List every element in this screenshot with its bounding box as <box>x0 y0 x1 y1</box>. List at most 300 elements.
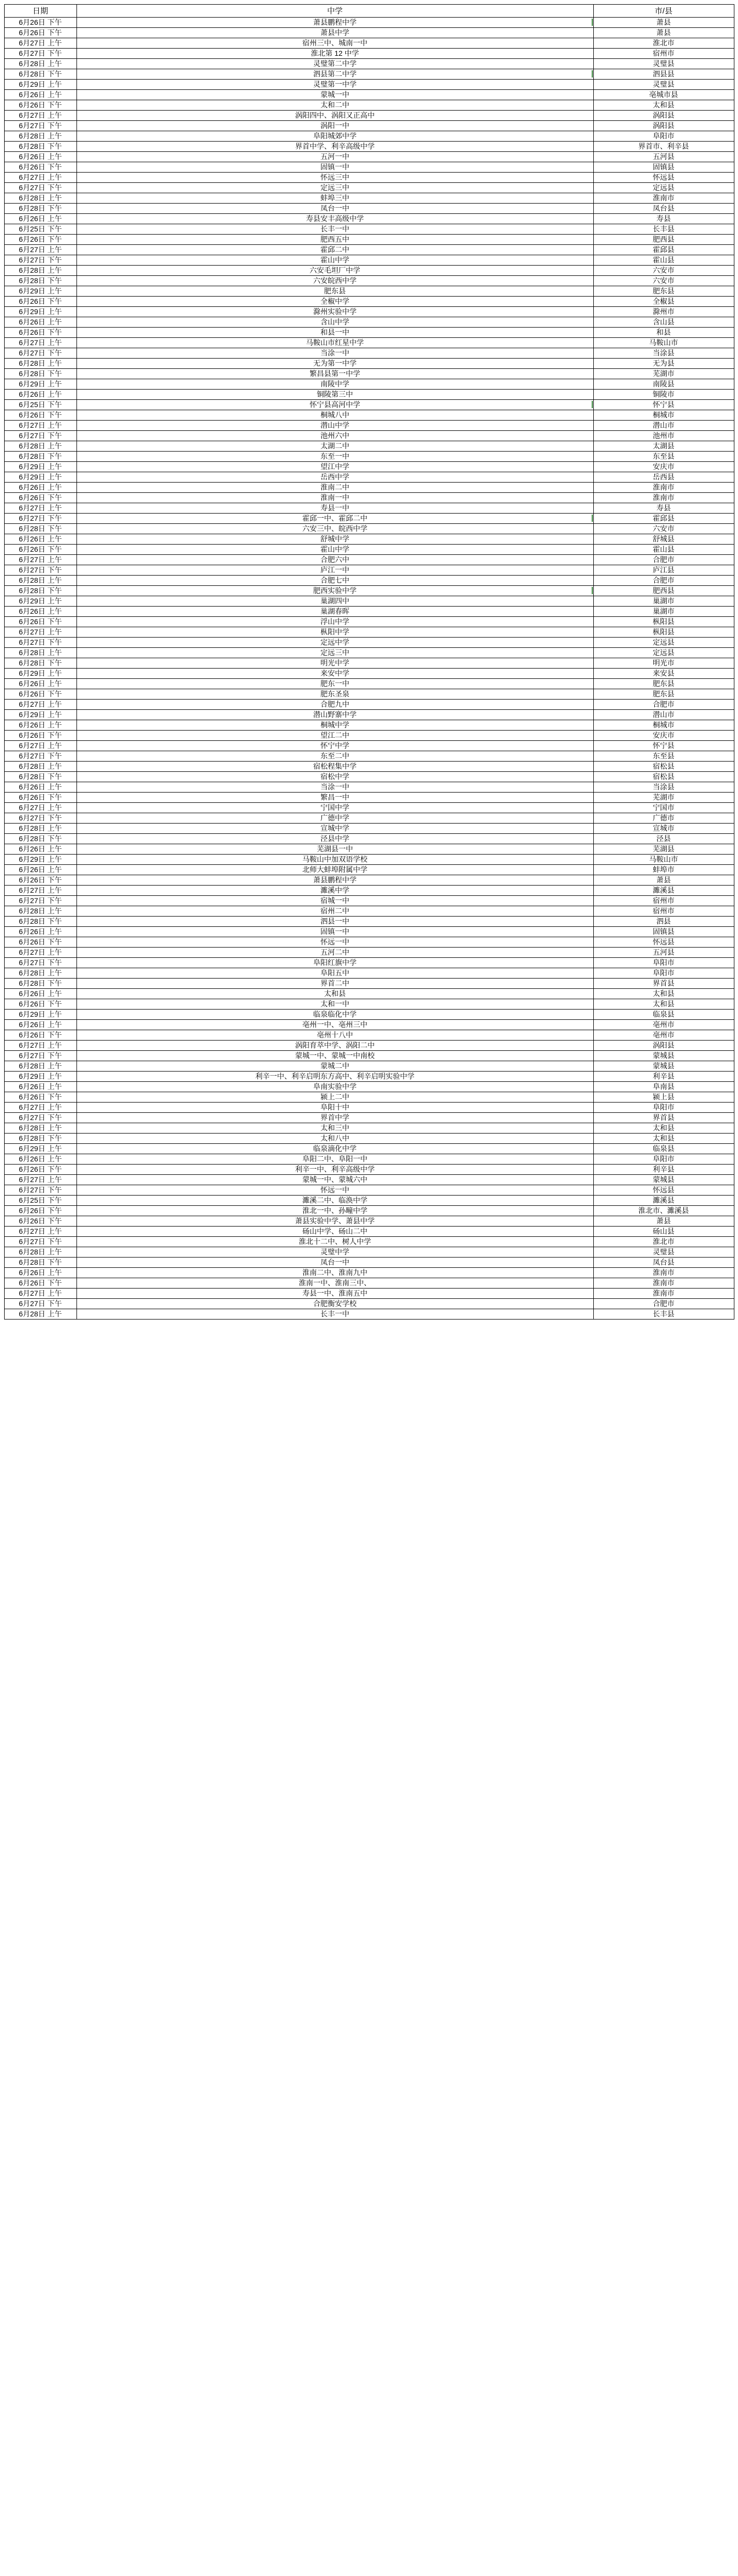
cell-school: 阜阳十中 <box>76 1103 593 1113</box>
cell-region: 太和县 <box>593 999 734 1010</box>
table-row <box>4 317 734 328</box>
cell-region: 南陵县 <box>593 379 734 390</box>
table-row <box>4 1010 734 1020</box>
cell-date: 6月28日 上午 <box>4 824 76 834</box>
cell-region: 六安市 <box>593 524 734 534</box>
cell-school: 定远三中 <box>76 183 593 193</box>
table-row <box>4 18 734 28</box>
cell-school: 和县一中 <box>76 328 593 338</box>
cell-region: 宿州市 <box>593 896 734 906</box>
cell-school: 肥东县 <box>76 286 593 297</box>
cell-school: 明光中学 <box>76 658 593 669</box>
cell-school: 阜阳红旗中学 <box>76 958 593 968</box>
table-row <box>4 1154 734 1165</box>
cell-school: 萧县鹏程中学 <box>76 875 593 886</box>
cell-school: 望江中学 <box>76 462 593 472</box>
cell-date: 6月28日 下午 <box>4 834 76 844</box>
cell-date: 6月26日 上午 <box>4 865 76 875</box>
table-row <box>4 1289 734 1299</box>
table-row <box>4 1144 734 1154</box>
table-row <box>4 875 734 886</box>
table-row <box>4 834 734 844</box>
cell-school: 五河一中 <box>76 152 593 162</box>
cell-region: 桐城市 <box>593 410 734 421</box>
cell-region: 灵璧县 <box>593 59 734 69</box>
cell-school: 芜湖县一中 <box>76 844 593 855</box>
cell-region: 全椒县 <box>593 297 734 307</box>
cell-date: 6月27日 上午 <box>4 886 76 896</box>
cell-date: 6月28日 上午 <box>4 59 76 69</box>
cell-date: 6月29日 上午 <box>4 669 76 679</box>
table-row <box>4 948 734 958</box>
table-row <box>4 679 734 689</box>
cell-school: 泗县第二中学 <box>76 69 593 80</box>
table-row <box>4 431 734 441</box>
cell-school: 岳西中学 <box>76 472 593 483</box>
table-row <box>4 462 734 472</box>
cell-date: 6月26日 下午 <box>4 162 76 173</box>
table-row <box>4 1278 734 1289</box>
cell-date: 6月28日 下午 <box>4 979 76 989</box>
cell-date: 6月26日 下午 <box>4 1092 76 1103</box>
cell-school: 涡阳一中 <box>76 121 593 131</box>
table-row <box>4 937 734 948</box>
cell-school: 泗县一中 <box>76 917 593 927</box>
cell-school: 淮北一中、孙疃中学 <box>76 1206 593 1216</box>
cell-school: 怀宁县高河中学 <box>76 400 593 410</box>
cell-region: 太湖县 <box>593 441 734 452</box>
cell-region: 六安市 <box>593 266 734 276</box>
cell-school: 怀远一中 <box>76 937 593 948</box>
table-row <box>4 483 734 493</box>
cell-school: 宣城中学 <box>76 824 593 834</box>
cell-date: 6月28日 上午 <box>4 1247 76 1258</box>
cell-region: 临泉县 <box>593 1010 734 1020</box>
cell-region: 肥西县 <box>593 586 734 596</box>
cell-date: 6月26日 下午 <box>4 1216 76 1227</box>
table-row <box>4 989 734 999</box>
cell-region: 巢湖市 <box>593 607 734 617</box>
cell-date: 6月26日 上午 <box>4 214 76 224</box>
cell-date: 6月29日 上午 <box>4 1144 76 1154</box>
cell-date: 6月26日 上午 <box>4 782 76 793</box>
cell-school: 舒城中学 <box>76 534 593 545</box>
cell-school: 巢湖四中 <box>76 596 593 607</box>
cell-region: 砀山县 <box>593 1227 734 1237</box>
cell-date: 6月26日 下午 <box>4 28 76 38</box>
cell-school: 怀宁中学 <box>76 741 593 751</box>
cell-region: 蒙城县 <box>593 1061 734 1072</box>
cell-school: 宿州二中 <box>76 906 593 917</box>
cell-region: 淮北市 <box>593 38 734 49</box>
cell-school: 肥东一中 <box>76 679 593 689</box>
cell-region: 肥东县 <box>593 679 734 689</box>
cell-region: 涡阳县 <box>593 111 734 121</box>
table-row <box>4 28 734 38</box>
cell-region: 怀远县 <box>593 1185 734 1196</box>
cell-date: 6月26日 下午 <box>4 545 76 555</box>
cell-school: 潜山中学 <box>76 421 593 431</box>
cell-date: 6月28日 下午 <box>4 1134 76 1144</box>
table-row <box>4 1113 734 1123</box>
table-row <box>4 576 734 586</box>
cell-date: 6月28日 下午 <box>4 524 76 534</box>
cell-date: 6月27日 上午 <box>4 700 76 710</box>
table-row <box>4 1309 734 1320</box>
cell-school: 寿县一中、淮南五中 <box>76 1289 593 1299</box>
cell-date: 6月27日 下午 <box>4 1237 76 1247</box>
table-row <box>4 648 734 658</box>
cell-date: 6月27日 下午 <box>4 1051 76 1061</box>
cell-region: 淮南市 <box>593 483 734 493</box>
table-row <box>4 1041 734 1051</box>
cell-school: 马鞍山中加双语学校 <box>76 855 593 865</box>
cell-date: 6月26日 下午 <box>4 297 76 307</box>
cell-region: 怀远县 <box>593 173 734 183</box>
cell-region: 宁国市 <box>593 803 734 813</box>
cell-date: 6月27日 上午 <box>4 627 76 638</box>
cell-school: 太和八中 <box>76 1134 593 1144</box>
cell-school: 太和二中 <box>76 100 593 111</box>
table-row <box>4 400 734 410</box>
cell-region: 灵璧县 <box>593 80 734 90</box>
cell-region: 无为县 <box>593 359 734 369</box>
cell-region: 岳西县 <box>593 472 734 483</box>
cell-school: 利辛一中、利辛启明东方高中、利辛启明实验中学 <box>76 1072 593 1082</box>
cell-school: 淮北十二中、树人中学 <box>76 1237 593 1247</box>
cell-region: 太和县 <box>593 989 734 999</box>
cell-school: 定远中学 <box>76 638 593 648</box>
cell-region: 马鞍山市 <box>593 338 734 348</box>
table-row <box>4 235 734 245</box>
cell-region: 萧县 <box>593 875 734 886</box>
cell-school: 怀远一中 <box>76 1185 593 1196</box>
cell-date: 6月26日 上午 <box>4 1154 76 1165</box>
cell-school: 肥东圣泉 <box>76 689 593 700</box>
cell-region: 当涂县 <box>593 782 734 793</box>
cell-date: 6月29日 上午 <box>4 855 76 865</box>
cell-region: 固镇县 <box>593 162 734 173</box>
cell-region: 来安县 <box>593 669 734 679</box>
cell-region: 颍上县 <box>593 1092 734 1103</box>
cell-school: 桐城中学 <box>76 720 593 731</box>
table-row <box>4 245 734 255</box>
cell-school: 阜阳二中、阜阳一中 <box>76 1154 593 1165</box>
cell-school: 合肥六中 <box>76 555 593 565</box>
cell-date: 6月26日 上午 <box>4 720 76 731</box>
table-row <box>4 255 734 266</box>
table-row <box>4 793 734 803</box>
cell-date: 6月27日 下午 <box>4 813 76 824</box>
cell-region: 肥东县 <box>593 286 734 297</box>
cell-date: 6月25日 下午 <box>4 1196 76 1206</box>
cell-school: 泾县中学 <box>76 834 593 844</box>
cell-region: 滁州市 <box>593 307 734 317</box>
cell-date: 6月27日 上午 <box>4 1227 76 1237</box>
table-row <box>4 266 734 276</box>
cell-date: 6月26日 上午 <box>4 390 76 400</box>
cell-region: 寿县 <box>593 503 734 514</box>
cell-date: 6月28日 上午 <box>4 1061 76 1072</box>
cell-region: 六安市 <box>593 276 734 286</box>
table-header-row <box>4 5 734 18</box>
table-row <box>4 844 734 855</box>
cell-school: 淮南一中、淮南三中、 <box>76 1278 593 1289</box>
cell-school: 北师大蚌埠附属中学 <box>76 865 593 875</box>
table-row <box>4 348 734 359</box>
table-row <box>4 441 734 452</box>
table-row <box>4 452 734 462</box>
cell-region: 潜山市 <box>593 421 734 431</box>
cell-date: 6月28日 上午 <box>4 762 76 772</box>
cell-date: 6月26日 上午 <box>4 534 76 545</box>
cell-date: 6月26日 上午 <box>4 483 76 493</box>
cell-school: 南陵中学 <box>76 379 593 390</box>
cell-school: 淮南二中 <box>76 483 593 493</box>
table-row <box>4 193 734 204</box>
table-row <box>4 720 734 731</box>
table-row <box>4 1092 734 1103</box>
cell-school: 界首中学 <box>76 1113 593 1123</box>
cell-date: 6月27日 上午 <box>4 338 76 348</box>
table-row <box>4 111 734 121</box>
table-row <box>4 410 734 421</box>
cell-school: 太湖二中 <box>76 441 593 452</box>
table-body <box>4 18 734 1320</box>
cell-region: 涡阳县 <box>593 121 734 131</box>
cell-date: 6月26日 下午 <box>4 1206 76 1216</box>
table-row <box>4 472 734 483</box>
table-row <box>4 1020 734 1030</box>
cell-date: 6月29日 上午 <box>4 1010 76 1020</box>
cell-date: 6月28日 下午 <box>4 369 76 379</box>
cell-school: 灵璧第二中学 <box>76 59 593 69</box>
cell-date: 6月26日 下午 <box>4 937 76 948</box>
cell-region: 太和县 <box>593 1123 734 1134</box>
table-row <box>4 1299 734 1309</box>
column-header-school: 中学 <box>76 5 593 18</box>
cell-region: 淮北市 <box>593 1237 734 1247</box>
table-row <box>4 69 734 80</box>
cell-region: 阜阳市 <box>593 1154 734 1165</box>
table-row <box>4 855 734 865</box>
table-row <box>4 152 734 162</box>
table-row <box>4 80 734 90</box>
cell-date: 6月27日 下午 <box>4 638 76 648</box>
cell-date: 6月26日 上午 <box>4 90 76 100</box>
cell-region: 淮南市 <box>593 493 734 503</box>
cell-region: 霍山县 <box>593 545 734 555</box>
cell-date: 6月26日 下午 <box>4 1278 76 1289</box>
table-row <box>4 286 734 297</box>
table-row <box>4 586 734 596</box>
table-row <box>4 617 734 627</box>
cell-date: 6月26日 下午 <box>4 999 76 1010</box>
table-row <box>4 906 734 917</box>
cell-region: 寿县 <box>593 214 734 224</box>
cell-school: 涡阳四中、涡阳又正高中 <box>76 111 593 121</box>
cell-school: 来安中学 <box>76 669 593 679</box>
cell-school: 宿城一中 <box>76 896 593 906</box>
table-row <box>4 689 734 700</box>
cell-date: 6月29日 上午 <box>4 1072 76 1082</box>
cell-date: 6月28日 上午 <box>4 193 76 204</box>
cell-school: 铜陵第三中 <box>76 390 593 400</box>
cell-region: 潜山市 <box>593 710 734 720</box>
cell-school: 寿县安丰高级中学 <box>76 214 593 224</box>
table-row <box>4 390 734 400</box>
column-header-region: 市/县 <box>593 5 734 18</box>
cell-date: 6月26日 下午 <box>4 1165 76 1175</box>
cell-region: 定远县 <box>593 638 734 648</box>
cell-school: 定远三中 <box>76 648 593 658</box>
cell-region: 安庆市 <box>593 731 734 741</box>
cell-region: 亳州市 <box>593 1030 734 1041</box>
cell-school: 东至二中 <box>76 751 593 762</box>
cell-school: 枞阳中学 <box>76 627 593 638</box>
cell-school: 霍邱一中、霍邱二中 <box>76 514 593 524</box>
table-row <box>4 607 734 617</box>
table-row <box>4 359 734 369</box>
table-row <box>4 338 734 348</box>
cell-date: 6月27日 下午 <box>4 751 76 762</box>
cell-school: 桐城八中 <box>76 410 593 421</box>
table-row <box>4 1165 734 1175</box>
table-row <box>4 1185 734 1196</box>
cell-region: 五河县 <box>593 948 734 958</box>
table-row <box>4 1030 734 1041</box>
cell-school: 马鞍山市红星中学 <box>76 338 593 348</box>
cell-region: 利辛县 <box>593 1165 734 1175</box>
cell-date: 6月26日 上午 <box>4 317 76 328</box>
cell-date: 6月27日 上午 <box>4 173 76 183</box>
cell-date: 6月28日 上午 <box>4 131 76 142</box>
cell-region: 东至县 <box>593 751 734 762</box>
cell-region: 庐江县 <box>593 565 734 576</box>
cell-date: 6月27日 上午 <box>4 1175 76 1185</box>
cell-date: 6月27日 下午 <box>4 565 76 576</box>
cell-school: 当涂一中 <box>76 782 593 793</box>
cell-date: 6月27日 上午 <box>4 803 76 813</box>
table-row <box>4 782 734 793</box>
cell-region: 霍邱县 <box>593 514 734 524</box>
table-row <box>4 514 734 524</box>
cell-date: 6月27日 下午 <box>4 1299 76 1309</box>
cell-school: 涡阳育萃中学、涡阳二中 <box>76 1041 593 1051</box>
cell-school: 淮北第 12 中学 <box>76 49 593 59</box>
table-row <box>4 142 734 152</box>
table-row <box>4 762 734 772</box>
cell-date: 6月28日 下午 <box>4 658 76 669</box>
cell-region: 桐城市 <box>593 720 734 731</box>
table-row <box>4 1134 734 1144</box>
cell-date: 6月26日 下午 <box>4 689 76 700</box>
cell-region: 淮南市 <box>593 1268 734 1278</box>
cell-date: 6月27日 下午 <box>4 1113 76 1123</box>
cell-region: 池州市 <box>593 431 734 441</box>
table-row <box>4 803 734 813</box>
cell-school: 萧县实验中学、萧县中学 <box>76 1216 593 1227</box>
cell-region: 临泉县 <box>593 1144 734 1154</box>
cell-date: 6月28日 下午 <box>4 772 76 782</box>
cell-date: 6月27日 下午 <box>4 431 76 441</box>
cell-school: 濉溪二中、临涣中学 <box>76 1196 593 1206</box>
cell-region: 马鞍山市 <box>593 855 734 865</box>
cell-date: 6月26日 下午 <box>4 1030 76 1041</box>
cell-school: 淮南一中 <box>76 493 593 503</box>
table-row <box>4 183 734 193</box>
table-row <box>4 121 734 131</box>
table-row <box>4 751 734 762</box>
cell-school: 肥西实验中学 <box>76 586 593 596</box>
cell-region: 宿州市 <box>593 49 734 59</box>
cell-school: 蒙城二中 <box>76 1061 593 1072</box>
cell-region: 淮南市 <box>593 193 734 204</box>
table-row <box>4 1237 734 1247</box>
cell-date: 6月28日 下午 <box>4 276 76 286</box>
cell-school: 五河二中 <box>76 948 593 958</box>
cell-date: 6月28日 下午 <box>4 586 76 596</box>
cell-school: 无为第一中学 <box>76 359 593 369</box>
cell-date: 6月27日 上午 <box>4 111 76 121</box>
cell-date: 6月27日 上午 <box>4 38 76 49</box>
cell-date: 6月27日 上午 <box>4 1289 76 1299</box>
cell-school: 六安皖西中学 <box>76 276 593 286</box>
cell-school: 合肥七中 <box>76 576 593 586</box>
table-row <box>4 307 734 317</box>
cell-region: 涡阳县 <box>593 1041 734 1051</box>
cell-date: 6月28日 下午 <box>4 1258 76 1268</box>
cell-region: 萧县 <box>593 1216 734 1227</box>
cell-region: 宿松县 <box>593 762 734 772</box>
cell-date: 6月28日 下午 <box>4 204 76 214</box>
table-row <box>4 555 734 565</box>
table-row <box>4 297 734 307</box>
cell-region: 泗县 <box>593 917 734 927</box>
table-row <box>4 772 734 782</box>
cell-region: 霍邱县 <box>593 245 734 255</box>
cell-date: 6月28日 上午 <box>4 576 76 586</box>
table-row <box>4 534 734 545</box>
cell-region: 阜阳市 <box>593 968 734 979</box>
cell-school: 宿松中学 <box>76 772 593 782</box>
cell-date: 6月29日 上午 <box>4 80 76 90</box>
cell-date: 6月27日 上午 <box>4 741 76 751</box>
table-row <box>4 173 734 183</box>
cell-date: 6月27日 上午 <box>4 1103 76 1113</box>
cell-school: 亳州十八中 <box>76 1030 593 1041</box>
cell-date: 6月26日 下午 <box>4 493 76 503</box>
table-row <box>4 1196 734 1206</box>
cell-school: 界首二中 <box>76 979 593 989</box>
cell-school: 阜南实验中学 <box>76 1082 593 1092</box>
cell-school: 太和一中 <box>76 999 593 1010</box>
cell-school: 宁国中学 <box>76 803 593 813</box>
cell-region: 安庆市 <box>593 462 734 472</box>
table-row <box>4 710 734 720</box>
cell-school: 蒙城一中、蒙城六中 <box>76 1175 593 1185</box>
table-row <box>4 524 734 534</box>
cell-region: 五河县 <box>593 152 734 162</box>
cell-date: 6月27日 下午 <box>4 255 76 266</box>
cell-region: 长丰县 <box>593 224 734 235</box>
cell-region: 泾县 <box>593 834 734 844</box>
table-row <box>4 503 734 514</box>
cell-date: 6月26日 上午 <box>4 607 76 617</box>
table-row <box>4 669 734 679</box>
cell-date: 6月26日 下午 <box>4 731 76 741</box>
cell-date: 6月28日 上午 <box>4 266 76 276</box>
